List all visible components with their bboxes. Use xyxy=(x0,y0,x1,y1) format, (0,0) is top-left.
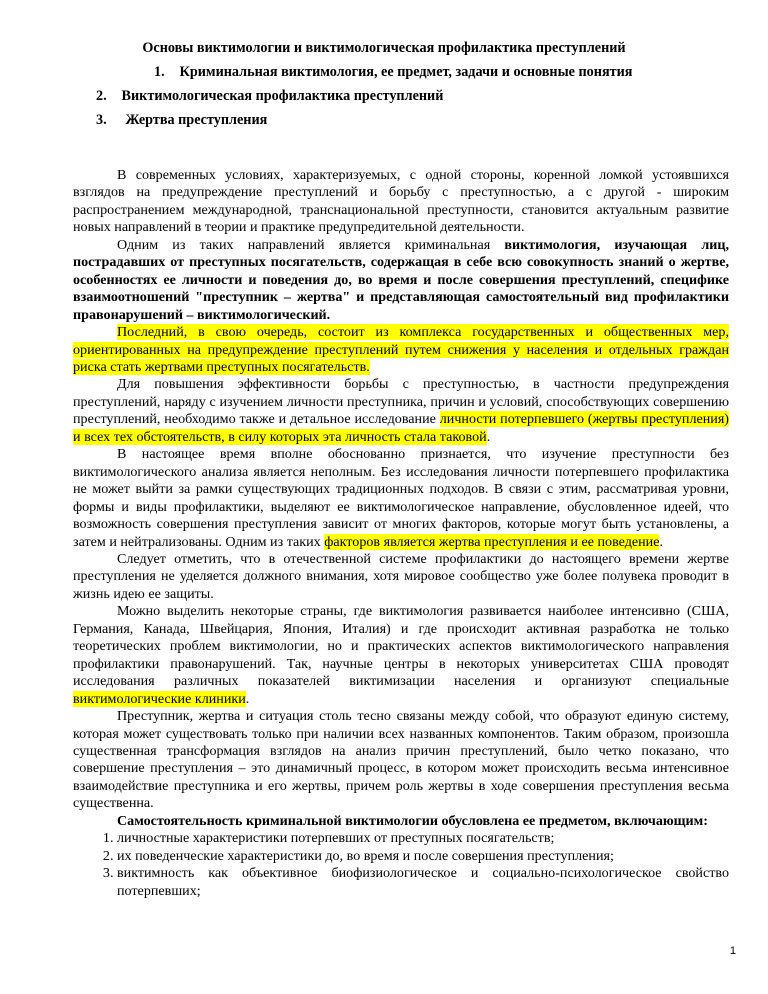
highlighted-text: виктимологические клиники xyxy=(73,690,246,707)
paragraph: Следует отметить, что в отечественной системе профилактики до настоящего времени жертве преступления не уделяется должного внимания, хотя мировое сообщество уже более полувека проводит в жизнь идею ее защиты. xyxy=(73,550,729,602)
paragraph: Для повышения эффективности борьбы с преступностью, в частности предупреждения преступлений, наряду с изучением личности преступника, причин и условий, способствующих совершению преступлений, необходимо также и детальное исследование личности потерпевшего (жертвы преступления) и всех тех обстоятельств, в силу которых эта личность стала таковой. xyxy=(73,376,729,445)
page-number: 1 xyxy=(729,945,736,957)
paragraph: В настоящее время вполне обоснованно признается, что изучение преступности без виктимологического анализа является неполным. Без исследования личности потерпевшего профилактика не может выйти за рамки существующих традиционных подходов. В связи с этим, рассматривая уровни, формы и виды профилактики, выделяют ее виктимологическое направление, обусловленное идеей, что возможность совершения преступления зависит от многих факторов, которые могут быть установлены, а затем и нейтрализованы. Одним из таких факторов является жертва преступления и ее поведение. xyxy=(73,446,729,550)
paragraph: В современных условиях, характеризуемых, с одной стороны, коренной ломкой устоявшихся взглядов на предупреждение преступлений и борьбу с преступностью, а с другой - широким распространением международной, транснациональной преступности, становится актуальным развитие новых направлений в теории и практике предупредительной деятельности. xyxy=(73,167,729,236)
bold-text: Самостоятельность криминальной виктимологии обусловлена ее предметом, включающим: xyxy=(117,812,708,829)
toc-item-1 xyxy=(154,64,632,81)
toc-item-number: 3. xyxy=(96,112,107,128)
highlighted-text: личности потерпевшего (жертвы преступления) и всех тех обстоятельств, в силу которых эта личность стала таковой xyxy=(73,411,729,445)
toc-item-3 xyxy=(96,112,267,129)
paragraph xyxy=(73,813,729,830)
toc-item-text: Жертва преступления xyxy=(125,112,268,128)
list-item: 1. личностные характеристики потерпевших от преступных посягательств; xyxy=(117,830,729,847)
highlighted-text: Последний, в свою очередь, состоит из комплекса государственных и общественных мер, ориентированных на предупреждение преступлений путем снижения у населения и отдельных граждан риска стать жертвами преступных посягательств. xyxy=(73,324,729,375)
bold-text: виктимология, изучающая лиц, пострадавших от преступных посягательств, содержащая в себе всю совокупность знаний о жертве, особенностях ее личности и поведения до, во время и после совершения преступлений, специфике взаимоотношений "преступник – жертва" и представляющая самостоятельный вид профилактики правонарушений – виктимологический. xyxy=(73,236,729,323)
paragraph: Можно выделить некоторые страны, где виктимология развивается наиболее интенсивно (США, Германия, Канада, Швейцария, Япония, Италия) и где происходит активная разработка не только теоретических проблем виктимологии, но и практических аспектов виктимологического направления профилактики правонарушений. Так, научные центры в некоторых университетах США проводят исследования различных показателей виктимизации населения и организуют специальные виктимологические клиники. xyxy=(73,603,729,707)
toc-item-text: Криминальная виктимология, ее предмет, задачи и основные понятия xyxy=(179,64,633,80)
document-title: Основы виктимологии и виктимологическая профилактика преступлений xyxy=(142,40,626,56)
toc-item-number: 2. xyxy=(96,88,107,104)
toc-item-2 xyxy=(96,88,443,105)
list-item: 2. их поведенческие характеристики до, во время и после совершения преступления; xyxy=(117,848,729,865)
paragraph xyxy=(73,324,729,376)
list-item: 3. виктимность как объективное биофизиологическое и социально-психологическое свойство потерпевших; xyxy=(117,865,729,900)
paragraph: Одним из таких направлений является криминальная виктимология, изучающая лиц, пострадавших от преступных посягательств, содержащая в себе всю совокупность знаний о жертве, особенностях ее личности и поведения до, во время и после совершения преступлений, специфике взаимоотношений "преступник – жертва" и представляющая самостоятельный вид профилактики правонарушений – виктимологический. xyxy=(73,236,729,323)
document-body xyxy=(73,167,729,900)
toc-item-number: 1. xyxy=(154,64,165,80)
subject-list xyxy=(73,830,729,900)
highlighted-text: факторов является жертва преступления и ее поведение xyxy=(324,533,660,550)
toc-item-text: Виктимологическая профилактика преступлений xyxy=(121,88,444,104)
paragraph: Преступник, жертва и ситуация столь тесно связаны между собой, что образуют единую систему, которая может существовать только при наличии всех названных компонентов. Таким образом, произошла существенная трансформация взглядов на анализ причин преступлений, было четко показано, что совершение преступления – это динамичный процесс, в котором может происходить весьма интенсивное взаимодействие преступника и его жертвы, причем роль жертвы в ходе совершения преступления весьма существенна. xyxy=(73,708,729,812)
